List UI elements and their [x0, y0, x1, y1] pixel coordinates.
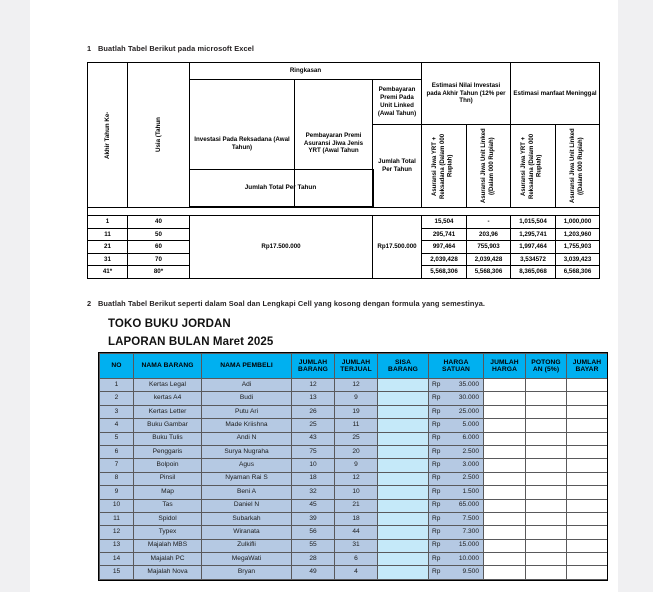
- cell-harga-satuan: [429, 392, 484, 405]
- cell-est-yrt: 2,039,428: [422, 253, 467, 266]
- question-2-text: Buatlah Tabel Berikut seperti dalam Soal dan Lengkapi Cell yang kosong dengan formula yang semestinya.: [98, 299, 486, 308]
- cell-no: 3: [100, 405, 134, 418]
- th-usia-label: Usia (Tahun: [154, 117, 162, 153]
- cell-est-unit: 755,903: [467, 241, 511, 254]
- cell-jumlah-harga: [484, 472, 526, 485]
- cell-manfaat-yrt: 3,534572: [511, 253, 556, 266]
- th-jumlah-terjual-l2: TERJUAL: [340, 366, 372, 373]
- currency-label: Rp: [432, 434, 441, 442]
- currency-label: Rp: [432, 514, 441, 522]
- cell-jumlah-terjual: 4: [335, 566, 378, 579]
- cell-nama-barang: Typex: [134, 526, 202, 539]
- cell-jumlah-bayar: [567, 512, 608, 525]
- currency-label: Rp: [432, 380, 441, 388]
- table-row: [100, 459, 608, 472]
- table-row: [100, 539, 608, 552]
- cell-potongan: [526, 539, 567, 552]
- cell-jumlah-terjual: 12: [335, 379, 378, 392]
- harga-value: 6.000: [462, 434, 479, 442]
- cell-nama-pembeli: Adi: [202, 379, 292, 392]
- cell-est-unit: -: [467, 216, 511, 229]
- th-jumlah-terjual: [335, 354, 378, 379]
- th-no-l1: NO: [111, 362, 122, 370]
- cell-jumlah-terjual: 25: [335, 432, 378, 445]
- cell-jumlah-terjual: 10: [335, 486, 378, 499]
- cell-jumlah-terjual: 11: [335, 419, 378, 432]
- cell-jumlah-harga: [484, 379, 526, 392]
- cell-jumlah-harga: [484, 405, 526, 418]
- cell-nama-pembeli: Agus: [202, 459, 292, 472]
- currency-label: Rp: [432, 447, 441, 455]
- table-2-header-row: [100, 354, 608, 379]
- th-potongan-l1: POTONG: [531, 358, 561, 366]
- cell-potongan: [526, 472, 567, 485]
- cell-sisa-barang: [378, 526, 429, 539]
- cell-jumlah-barang: 45: [292, 499, 335, 512]
- cell-jumlah-barang: 43: [292, 432, 335, 445]
- cell-usia: 40: [128, 216, 190, 229]
- th-jumlah-bayar-l1: JUMLAH: [572, 358, 602, 366]
- cell-jumlah-barang: 28: [292, 553, 335, 566]
- harga-value: 2.500: [462, 447, 479, 455]
- table-2-container: [99, 353, 607, 580]
- cell-no: 11: [100, 512, 134, 525]
- question-1-text: Buatlah Tabel Berikut pada microsoft Excel: [98, 44, 255, 53]
- cell-potongan: [526, 419, 567, 432]
- cell-nama-pembeli: Putu Ari: [202, 405, 292, 418]
- cell-no: 9: [100, 486, 134, 499]
- cell-est-yrt: 15,504: [422, 216, 467, 229]
- cell-harga-satuan: [429, 472, 484, 485]
- cell-manfaat-yrt: 1,015,504: [511, 216, 556, 229]
- cell-sisa-barang: [378, 512, 429, 525]
- cell-jumlah-harga: [484, 459, 526, 472]
- harga-value: 30.000: [458, 394, 479, 402]
- cell-est-yrt: 295,741: [422, 228, 467, 241]
- cell-jumlah-terjual: 31: [335, 539, 378, 552]
- th-sisa-barang-l1: SISA: [394, 358, 411, 366]
- cell-no: 8: [100, 472, 134, 485]
- cell-potongan: [526, 445, 567, 458]
- harga-value: 7.500: [462, 514, 479, 522]
- th-nama-barang-l1: NAMA BARANG: [141, 362, 194, 370]
- cell-nama-pembeli: MegaWati: [202, 553, 292, 566]
- th-jumlah-bayar: [567, 354, 608, 379]
- cell-harga-satuan: [429, 459, 484, 472]
- question-1-line: [87, 44, 254, 53]
- cell-harga-satuan: [429, 566, 484, 579]
- cell-usia: 50: [128, 228, 190, 241]
- report-title-heading: LAPORAN BULAN Maret 2025: [108, 336, 274, 348]
- cell-nama-pembeli: Bryan: [202, 566, 292, 579]
- th-sub-yrt-reksadana-1-label: Asuransi Jiwa YRT + Reksadana (Dalam 000 Rupiah): [432, 133, 454, 199]
- cell-jumlah-harga: [484, 392, 526, 405]
- th-harga-satuan: [429, 354, 484, 379]
- table-row: [100, 419, 608, 432]
- th-jumlah-barang: [292, 354, 335, 379]
- table-investasi-asuransi: [87, 62, 600, 208]
- cell-jumlah-barang: 39: [292, 512, 335, 525]
- th-premi-yrt: Pembayaran Premi Asuransi Jiwa Jenis YRT (Awal Tahun: [295, 80, 373, 208]
- cell-tahun: 1: [88, 216, 128, 229]
- currency-label: Rp: [432, 541, 441, 549]
- th-jumlah-total-per-tahun: Jumlah Total Per Tahun: [244, 183, 317, 191]
- cell-jumlah-barang: 12: [292, 379, 335, 392]
- th-jumlah-harga-l2: HARGA: [491, 366, 518, 373]
- cell-jumlah-bayar: [567, 539, 608, 552]
- table-row: [100, 405, 608, 418]
- th-sub-unit-linked-1-label: Asuransi Jiwa Unit Linked ((Dalam 000 Rupiah): [480, 128, 495, 204]
- cell-jumlah-harga: [484, 526, 526, 539]
- table-row: [100, 499, 608, 512]
- cell-no: 13: [100, 539, 134, 552]
- cell-nama-pembeli: Andi N: [202, 432, 292, 445]
- th-jumlah-barang-l1: JUMLAH: [298, 358, 328, 366]
- th-akhir-tahun: [88, 63, 128, 208]
- currency-label: Rp: [432, 474, 441, 482]
- cell-manfaat-unit: 1,755,903: [556, 241, 600, 254]
- cell-nama-pembeli: Budi: [202, 392, 292, 405]
- harga-value: 15.000: [458, 541, 479, 549]
- cell-sisa-barang: [378, 379, 429, 392]
- th-harga-satuan-l1: HARGA: [443, 358, 469, 366]
- table-row: [100, 432, 608, 445]
- cell-sisa-barang: [378, 392, 429, 405]
- cell-jumlah-terjual: 12: [335, 472, 378, 485]
- table-2-body: [100, 379, 608, 580]
- harga-value: 5.000: [462, 420, 479, 428]
- cell-jumlah-bayar: [567, 419, 608, 432]
- harga-value: 65.000: [458, 501, 479, 509]
- cell-jumlah-bayar: [567, 499, 608, 512]
- th-jumlah-bayar-l2: BAYAR: [575, 366, 599, 373]
- th-sub-unit-linked-2: [556, 125, 600, 208]
- cell-harga-satuan: [429, 405, 484, 418]
- harga-value: 9.500: [462, 568, 479, 576]
- th-jumlah-terjual-l1: JUMLAH: [341, 358, 371, 366]
- cell-jumlah-terjual: 20: [335, 445, 378, 458]
- th-potongan-l2: AN (5%): [532, 366, 560, 373]
- store-name-heading: TOKO BUKU JORDAN: [108, 318, 231, 330]
- harga-value: 3.000: [462, 461, 479, 469]
- cell-nama-barang: Buku Tulis: [134, 432, 202, 445]
- cell-jumlah-harga: [484, 419, 526, 432]
- cell-jumlah-terjual: 9: [335, 459, 378, 472]
- cell-manfaat-unit: 1,203,960: [556, 228, 600, 241]
- cell-harga-satuan: [429, 486, 484, 499]
- cell-jumlah-bayar: [567, 379, 608, 392]
- cell-jumlah-barang: 25: [292, 419, 335, 432]
- cell-est-yrt: 997,464: [422, 241, 467, 254]
- currency-label: Rp: [432, 461, 441, 469]
- currency-label: Rp: [432, 554, 441, 562]
- currency-label: Rp: [432, 420, 441, 428]
- cell-potongan: [526, 512, 567, 525]
- question-2-line: [87, 299, 485, 308]
- cell-no: 15: [100, 566, 134, 579]
- cell-nama-barang: Spidol: [134, 512, 202, 525]
- cell-potongan: [526, 566, 567, 579]
- cell-manfaat-yrt: 1,295,741: [511, 228, 556, 241]
- cell-jumlah-bayar: [567, 432, 608, 445]
- cell-sisa-barang: [378, 445, 429, 458]
- th-group-ringkasan: Ringkasan: [190, 63, 422, 80]
- cell-jumlah-bayar: [567, 405, 608, 418]
- currency-label: Rp: [432, 407, 441, 415]
- cell-nama-barang: Kertas Letter: [134, 405, 202, 418]
- th-jumlah-total-per-tahun-unit: Jumlah Total Per Tahun: [373, 125, 422, 208]
- cell-est-unit: 2,039,428: [467, 253, 511, 266]
- cell-potongan: [526, 526, 567, 539]
- cell-jumlah-harga: [484, 432, 526, 445]
- cell-jumlah-barang: 10: [292, 459, 335, 472]
- table-laporan-penjualan: [99, 353, 608, 580]
- harga-value: 1.500: [462, 487, 479, 495]
- cell-jumlah-barang: 56: [292, 526, 335, 539]
- cell-tahun: 11: [88, 228, 128, 241]
- th-jumlah-barang-l2: BARANG: [298, 366, 328, 373]
- cell-nama-pembeli: Zulkifli: [202, 539, 292, 552]
- cell-est-yrt: 5,568,306: [422, 266, 467, 279]
- cell-nama-barang: Map: [134, 486, 202, 499]
- th-investasi-reksadana: Investasi Pada Reksadana (Awal Tahun): [190, 80, 295, 208]
- cell-no: 1: [100, 379, 134, 392]
- cell-jumlah-harga: [484, 486, 526, 499]
- cell-nama-barang: Bolpoin: [134, 459, 202, 472]
- cell-nama-barang: Penggaris: [134, 445, 202, 458]
- cell-sisa-barang: [378, 566, 429, 579]
- cell-manfaat-yrt: 1,997,464: [511, 241, 556, 254]
- cell-nama-barang: Buku Gambar: [134, 419, 202, 432]
- th-sub-unit-linked-2-label: Asuransi Jiwa Unit Linked ((Dalam 000 Rupiah): [569, 128, 584, 204]
- cell-no: 7: [100, 459, 134, 472]
- cell-jumlah-barang: 75: [292, 445, 335, 458]
- th-group-estimasi-nilai: Estimasi Nilai Investasi pada Akhir Tahun (12% per Thn): [422, 63, 511, 125]
- currency-label: Rp: [432, 528, 441, 536]
- harga-value: 7.300: [462, 528, 479, 536]
- cell-jumlah-bayar: [567, 472, 608, 485]
- cell-potongan: [526, 432, 567, 445]
- cell-sisa-barang: [378, 419, 429, 432]
- th-sisa-barang: [378, 354, 429, 379]
- cell-harga-satuan: [429, 432, 484, 445]
- table-row: [100, 512, 608, 525]
- cell-sisa-barang: [378, 486, 429, 499]
- cell-jumlah-terjual: 6: [335, 553, 378, 566]
- currency-label: Rp: [432, 487, 441, 495]
- table-1-container: [87, 62, 599, 279]
- table-row: [100, 553, 608, 566]
- th-no: [100, 354, 134, 379]
- th-group-estimasi-manfaat: Estimasi manfaat Meninggal: [511, 63, 600, 125]
- cell-nama-barang: Majalah PC: [134, 553, 202, 566]
- cell-jumlah-terjual: 44: [335, 526, 378, 539]
- th-sub-yrt-reksadana-2: [511, 125, 556, 208]
- table-row: [100, 486, 608, 499]
- cell-jumlah-terjual: 19: [335, 405, 378, 418]
- cell-harga-satuan: [429, 445, 484, 458]
- cell-jumlah-harga: [484, 566, 526, 579]
- cell-nama-pembeli: Surya Nugraha: [202, 445, 292, 458]
- table-row: [100, 472, 608, 485]
- cell-no: 2: [100, 392, 134, 405]
- cell-sisa-barang: [378, 405, 429, 418]
- th-usia: [128, 63, 190, 208]
- cell-jumlah-harga: [484, 539, 526, 552]
- cell-sisa-barang: [378, 499, 429, 512]
- cell-jumlah-bayar: [567, 392, 608, 405]
- table-1-data: [87, 207, 600, 279]
- th-nama-pembeli: [202, 354, 292, 379]
- cell-manfaat-yrt: 8,365,068: [511, 266, 556, 279]
- cell-nama-barang: Tas: [134, 499, 202, 512]
- th-sisa-barang-l2: BARANG: [388, 366, 418, 373]
- cell-harga-satuan: [429, 526, 484, 539]
- question-2-number: 2: [87, 299, 92, 308]
- cell-harga-satuan: [429, 379, 484, 392]
- cell-potongan: [526, 379, 567, 392]
- th-premi-unit-linked: Pembayaran Premi Pada Unit Linked (Awal Tahun): [373, 80, 422, 125]
- table-row: [100, 379, 608, 392]
- currency-label: Rp: [432, 568, 441, 576]
- table-row: [100, 445, 608, 458]
- harga-value: 2.500: [462, 474, 479, 482]
- cell-sisa-barang: [378, 472, 429, 485]
- cell-no: 6: [100, 445, 134, 458]
- cell-nama-pembeli: Made Kriishna: [202, 419, 292, 432]
- th-jumlah-harga: [484, 354, 526, 379]
- cell-jumlah-harga: [484, 499, 526, 512]
- cell-no: 12: [100, 526, 134, 539]
- cell-sisa-barang: [378, 539, 429, 552]
- cell-nama-barang: Kertas Legal: [134, 379, 202, 392]
- cell-jumlah-terjual: 18: [335, 512, 378, 525]
- cell-potongan: [526, 499, 567, 512]
- th-sub-yrt-reksadana-1: [422, 125, 467, 208]
- th-nama-barang: [134, 354, 202, 379]
- cell-sisa-barang: [378, 553, 429, 566]
- cell-nama-barang: Majalah Nova: [134, 566, 202, 579]
- cell-harga-satuan: [429, 512, 484, 525]
- cell-jumlah-bayar: [567, 459, 608, 472]
- cell-jumlah-bayar: [567, 486, 608, 499]
- cell-potongan: [526, 405, 567, 418]
- cell-nama-pembeli: Nyaman Rai S: [202, 472, 292, 485]
- cell-nama-barang: kertas A4: [134, 392, 202, 405]
- cell-jumlah-barang: 55: [292, 539, 335, 552]
- cell-manfaat-unit: 1,000,000: [556, 216, 600, 229]
- cell-jumlah-terjual: 9: [335, 392, 378, 405]
- cell-est-unit: 5,568,306: [467, 266, 511, 279]
- cell-jumlah-barang: 32: [292, 486, 335, 499]
- cell-no: 4: [100, 419, 134, 432]
- cell-investasi-total: Rp17.500.000: [190, 216, 373, 279]
- cell-jumlah-terjual: 21: [335, 499, 378, 512]
- th-jumlah-harga-l1: JUMLAH: [490, 358, 519, 366]
- th-potongan: [526, 354, 567, 379]
- table-row: [88, 216, 600, 229]
- table-1-spacer-row: [88, 208, 600, 216]
- cell-no: 10: [100, 499, 134, 512]
- document-sheet: [30, 0, 618, 592]
- question-1-number: 1: [87, 44, 92, 53]
- cell-nama-pembeli: Beni A: [202, 486, 292, 499]
- cell-no: 5: [100, 432, 134, 445]
- cell-potongan: [526, 486, 567, 499]
- harga-value: 25.000: [458, 407, 479, 415]
- cell-jumlah-harga: [484, 553, 526, 566]
- cell-nama-pembeli: Wiranata: [202, 526, 292, 539]
- cell-tahun: 41*: [88, 266, 128, 279]
- th-sub-yrt-reksadana-2-label: Asuransi Jiwa YRT + Reksadana (Dalam 000 Rupiah): [521, 133, 543, 199]
- th-akhir-tahun-label: Akhir Tahun Ke-: [103, 111, 111, 159]
- cell-tahun: 21: [88, 241, 128, 254]
- cell-jumlah-harga: [484, 445, 526, 458]
- cell-potongan: [526, 553, 567, 566]
- harga-value: 10.000: [458, 554, 479, 562]
- th-nama-pembeli-l1: NAMA PEMBELI: [220, 362, 273, 370]
- cell-nama-barang: Majalah MBS: [134, 539, 202, 552]
- cell-potongan: [526, 459, 567, 472]
- cell-jumlah-bayar: [567, 526, 608, 539]
- cell-harga-satuan: [429, 419, 484, 432]
- cell-manfaat-unit: 6,568,306: [556, 266, 600, 279]
- cell-nama-pembeli: Subarkah: [202, 512, 292, 525]
- cell-jumlah-bayar: [567, 445, 608, 458]
- cell-jumlah-barang: 13: [292, 392, 335, 405]
- cell-jumlah-barang: 18: [292, 472, 335, 485]
- cell-harga-satuan: [429, 539, 484, 552]
- table-row: [100, 566, 608, 579]
- cell-nama-barang: Pinsil: [134, 472, 202, 485]
- table-row: [100, 392, 608, 405]
- cell-tahun: 31: [88, 253, 128, 266]
- cell-est-unit: 203,96: [467, 228, 511, 241]
- cell-jumlah-barang: 49: [292, 566, 335, 579]
- cell-usia: 60: [128, 241, 190, 254]
- cell-jumlah-barang: 26: [292, 405, 335, 418]
- cell-harga-satuan: [429, 553, 484, 566]
- cell-jumlah-bayar: [567, 553, 608, 566]
- cell-nama-pembeli: Daniel N: [202, 499, 292, 512]
- cell-jumlah-bayar: [567, 566, 608, 579]
- harga-value: 35.000: [458, 380, 479, 388]
- table-row: [100, 526, 608, 539]
- cell-unit-linked-total: Rp17.500.000: [373, 216, 422, 279]
- th-harga-satuan-l2: SATUAN: [442, 366, 470, 373]
- cell-jumlah-harga: [484, 512, 526, 525]
- cell-manfaat-unit: 3,039,423: [556, 253, 600, 266]
- cell-potongan: [526, 392, 567, 405]
- cell-usia: 80*: [128, 266, 190, 279]
- th-sub-unit-linked-1: [467, 125, 511, 208]
- cell-sisa-barang: [378, 432, 429, 445]
- cell-no: 14: [100, 553, 134, 566]
- currency-label: Rp: [432, 501, 441, 509]
- currency-label: Rp: [432, 394, 441, 402]
- cell-harga-satuan: [429, 499, 484, 512]
- cell-usia: 70: [128, 253, 190, 266]
- cell-sisa-barang: [378, 459, 429, 472]
